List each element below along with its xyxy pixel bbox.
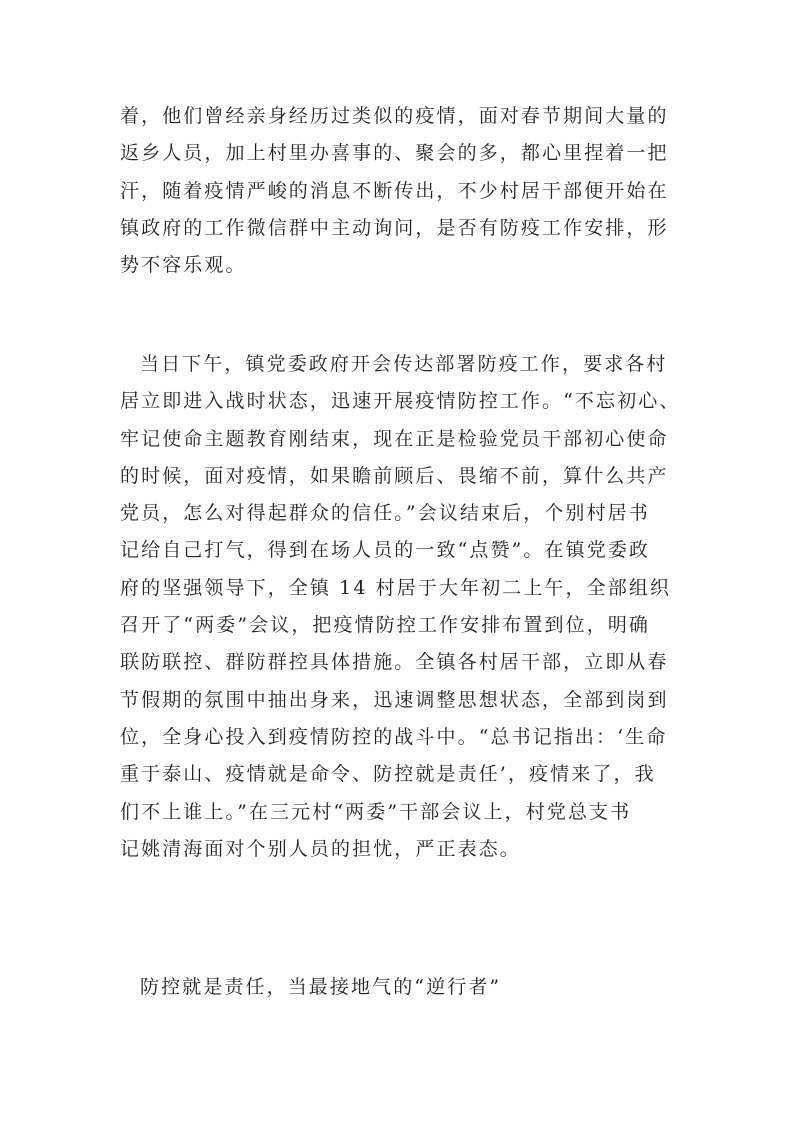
- section-heading: [120, 969, 680, 1006]
- text-line: 召开了“两委”会议，把疫情防控工作安排布置到位，明确: [120, 614, 651, 637]
- text-line: 着，他们曾经亲身经历过类似的疫情，面对春节期间大量的: [120, 105, 669, 127]
- text-line: 府的坚强领导下，全镇 14 村居于大年初二上午，全部组织: [120, 576, 672, 599]
- text-line: 居立即进入战时状态，迅速开展疫情防控工作。“不忘初心、: [120, 390, 681, 413]
- text-line: 记给自己打气，得到在场人员的一致“点赞”。在镇党委政: [120, 539, 651, 562]
- paragraph-meeting: [120, 346, 680, 868]
- paragraph-continuation: [120, 98, 680, 284]
- text-line: 返乡人员，加上村里办喜事的、聚会的多，都心里捏着一把: [120, 142, 669, 165]
- text-line: 记姚清海面对个别人员的担忧，严正表态。: [120, 837, 521, 860]
- text-line: 汗，随着疫情严峻的消息不断传出，不少村居干部便开始在: [120, 179, 669, 202]
- heading-line: 防控就是责任，当最接地气的“逆行者”: [140, 976, 502, 998]
- text-line: 节假期的氛围中抽出身来，迅速调整思想状态，全部到岗到: [120, 688, 669, 711]
- text-line: 镇政府的工作微信群中主动询问，是否有防疫工作安排，形: [120, 216, 669, 239]
- text-line: 的时候，面对疫情，如果瞻前顾后、畏缩不前，算什么共产: [120, 464, 669, 487]
- text-line: 当日下午，镇党委政府开会传达部署防疫工作，要求各村: [140, 353, 668, 375]
- text-line: 位，全身心投入到疫情防控的战斗中。“总书记指出：‘生命: [120, 725, 668, 748]
- text-line: 联防联控、群防群控具体措施。全镇各村居干部，立即从春: [120, 651, 669, 674]
- text-line: 势不容乐观。: [120, 254, 247, 277]
- text-line: 重于泰山、疫情就是命令、防控就是责任’，疫情来了，我: [120, 763, 656, 786]
- text-line: 牢记使命主题教育刚结束，现在正是检验党员干部初心使命: [120, 427, 669, 450]
- text-line: 们不上谁上。”在三元村“两委”干部会议上，村党总支书: [120, 800, 632, 823]
- text-line: 党员，怎么对得起群众的信任。”会议结束后，个别村居书: [120, 502, 650, 525]
